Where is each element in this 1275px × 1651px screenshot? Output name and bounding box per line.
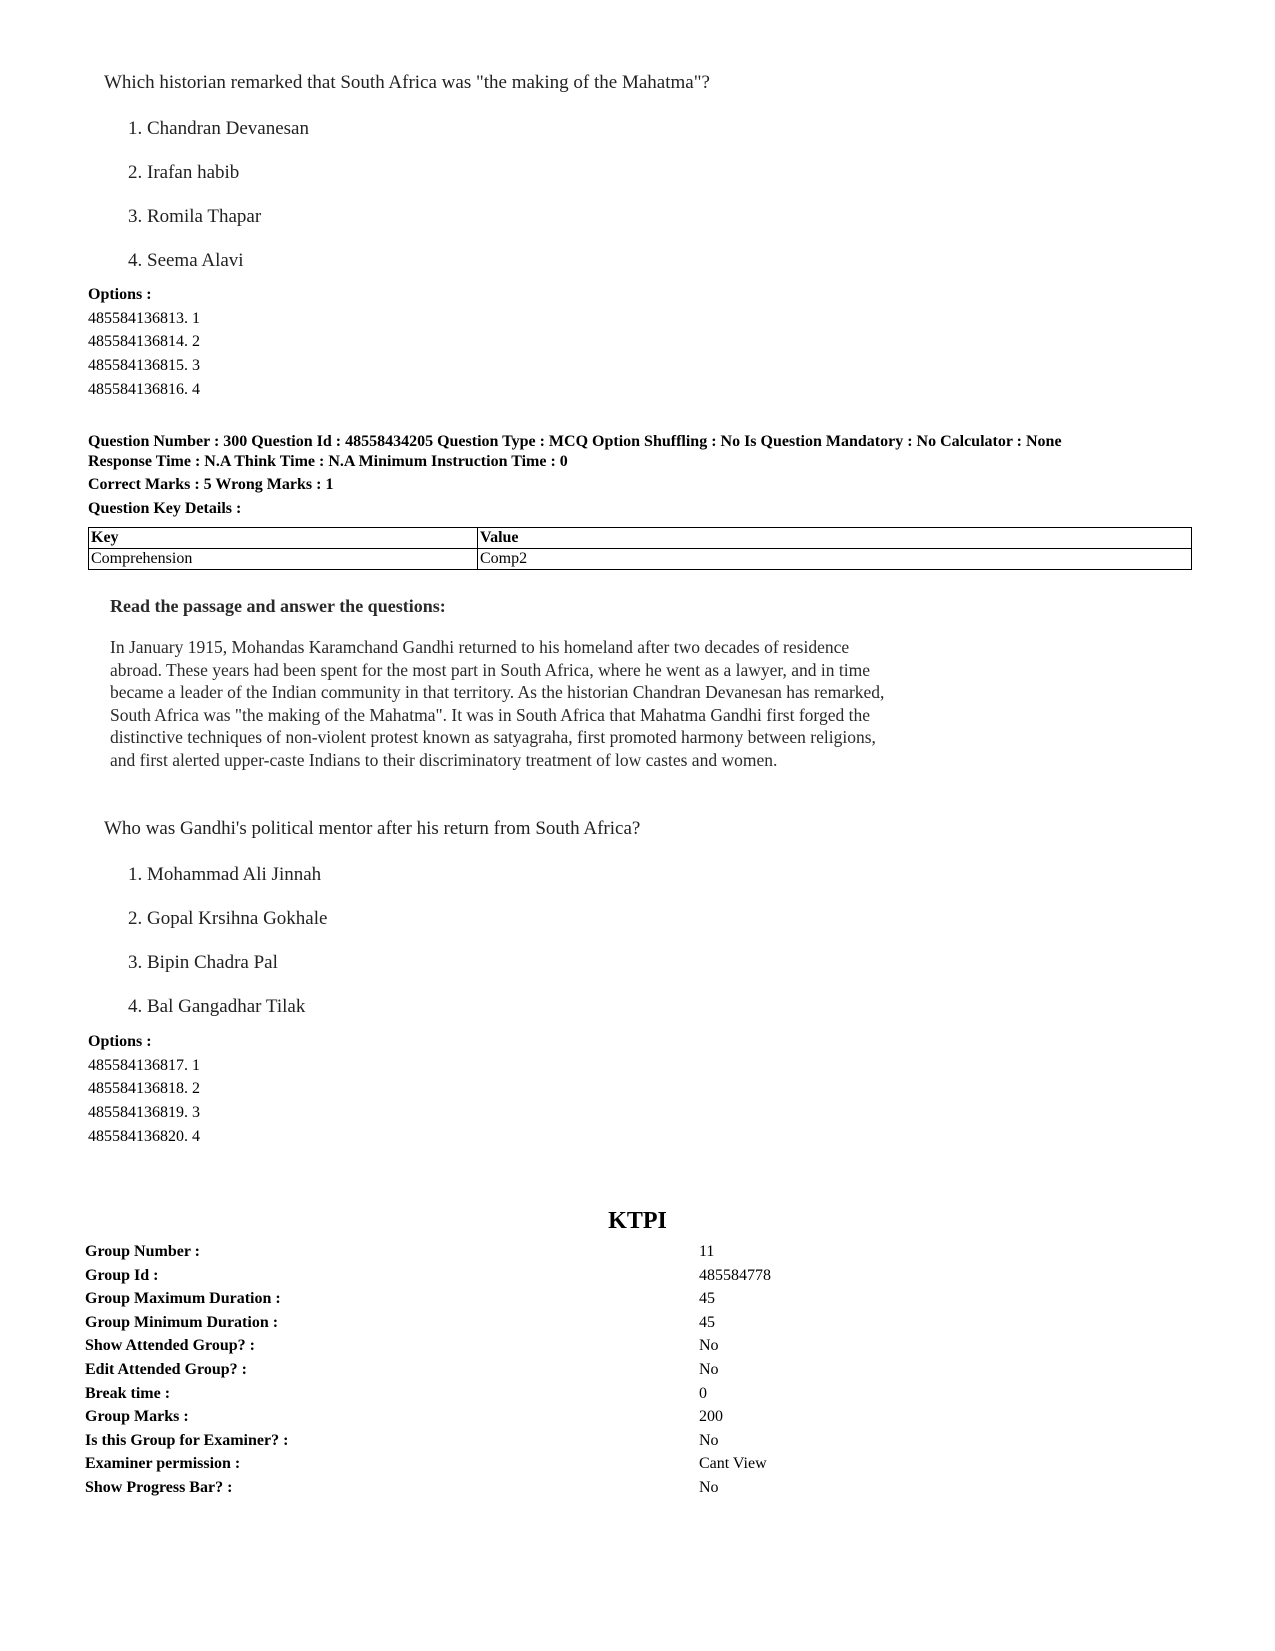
passage-body: [110, 636, 990, 772]
option-id: 485584136816. 4: [88, 380, 200, 398]
passage-line: became a leader of the Indian community in that territory. As the historian Chandran Devanesan has remarked,: [110, 682, 885, 703]
group-field-label: Group Marks :: [85, 1408, 189, 1426]
group-field-label: Break time :: [85, 1384, 171, 1402]
group-row: [85, 1452, 1185, 1476]
question-1-choice: 1. Chandran Devanesan: [128, 118, 309, 139]
question-meta-line-1: Question Number : 300 Question Id : 48558434205 Question Type : MCQ Option Shuffling : No Is Question Mandatory : No Calculator : None: [88, 433, 1062, 450]
question-1-choice: 3. Romila Thapar: [128, 206, 262, 227]
passage-line: South Africa was "the making of the Mahatma". It was in South Africa that Mahatma Gandhi first forged the: [110, 704, 870, 725]
table-cell-key: Comprehension: [89, 549, 478, 570]
passage-line: abroad. These years had been spent for the most part in South Africa, where he went as a lawyer, and in time: [110, 659, 870, 680]
option-id: 485584136817. 1: [88, 1056, 200, 1074]
group-row: [85, 1264, 1185, 1288]
passage-line: distinctive techniques of non-violent protest known as satyagraha, first promoted harmony between religions,: [110, 727, 876, 748]
group-field-value: No: [699, 1431, 719, 1449]
table-row: [89, 549, 1192, 570]
group-field-label: Show Progress Bar? :: [85, 1478, 233, 1496]
passage-line: and first alerted upper-caste Indians to their discriminatory treatment of low castes and women.: [110, 749, 778, 770]
options-1-heading: Options :: [88, 286, 152, 303]
group-field-value: 200: [699, 1408, 723, 1426]
group-field-label: Examiner permission :: [85, 1455, 241, 1473]
passage-line: In January 1915, Mohandas Karamchand Gandhi returned to his homeland after two decades of residence: [110, 637, 850, 657]
group-field-value: No: [699, 1337, 719, 1355]
group-details: [85, 1240, 1185, 1500]
question-1-image: [104, 72, 710, 271]
group-field-label: Edit Attended Group? :: [85, 1360, 247, 1378]
option-id: 485584136819. 3: [88, 1104, 200, 1122]
option-id: 485584136815. 3: [88, 357, 200, 375]
group-field-value: 45: [699, 1290, 715, 1308]
question-2-text: Who was Gandhi's political mentor after his return from South Africa?: [104, 818, 641, 839]
question-2-choice: 1. Mohammad Ali Jinnah: [128, 864, 322, 885]
group-row: [85, 1382, 1185, 1406]
question-2-image: [104, 818, 641, 1017]
comprehension-passage: [110, 596, 990, 772]
question-key-details-label: Question Key Details :: [88, 500, 242, 517]
table-header-key: Key: [89, 528, 478, 549]
group-row: [85, 1429, 1185, 1453]
question-2-choice: 4. Bal Gangadhar Tilak: [128, 996, 306, 1017]
group-row: [85, 1405, 1185, 1429]
group-row: [85, 1476, 1185, 1500]
group-field-value: 485584778: [699, 1266, 771, 1284]
group-field-value: No: [699, 1360, 719, 1378]
question-key-table: [88, 527, 1192, 570]
section-title: KTPI: [608, 1208, 667, 1234]
group-row: [85, 1358, 1185, 1382]
question-1-text: Which historian remarked that South Africa was "the making of the Mahatma"?: [104, 72, 710, 93]
group-field-label: Group Id :: [85, 1266, 159, 1284]
group-field-label: Group Minimum Duration :: [85, 1313, 279, 1331]
group-row: [85, 1311, 1185, 1335]
question-meta-line-2: Response Time : N.A Think Time : N.A Minimum Instruction Time : 0: [88, 453, 568, 470]
options-1-list: [88, 283, 200, 402]
option-id: 485584136814. 2: [88, 333, 200, 351]
option-id: 485584136818. 2: [88, 1080, 200, 1098]
question-2-choice: 2. Gopal Krsihna Gokhale: [128, 908, 328, 929]
option-id: 485584136813. 1: [88, 309, 200, 327]
group-row: [85, 1240, 1185, 1264]
question-2-choice: 3. Bipin Chadra Pal: [128, 952, 278, 973]
group-field-value: 0: [699, 1384, 707, 1402]
group-field-label: Group Number :: [85, 1243, 200, 1260]
group-field-label: Group Maximum Duration :: [85, 1290, 281, 1308]
group-field-value: No: [699, 1478, 719, 1496]
options-2-heading: Options :: [88, 1033, 152, 1050]
question-marks: Correct Marks : 5 Wrong Marks : 1: [88, 476, 334, 493]
group-field-value: Cant View: [699, 1455, 767, 1473]
group-row: [85, 1334, 1185, 1358]
option-id: 485584136820. 4: [88, 1127, 200, 1145]
passage-title: Read the passage and answer the questions:: [110, 596, 446, 616]
options-2-list: [88, 1030, 200, 1149]
question-1-choice: 4. Seema Alavi: [128, 250, 244, 271]
table-header-value: Value: [478, 528, 1192, 549]
group-field-value: 11: [699, 1243, 715, 1260]
table-header-row: [89, 528, 1192, 549]
group-field-label: Show Attended Group? :: [85, 1337, 255, 1355]
group-row: [85, 1287, 1185, 1311]
question-1-choice: 2. Irafan habib: [128, 162, 240, 183]
group-field-label: Is this Group for Examiner? :: [85, 1431, 289, 1449]
table-cell-value: Comp2: [478, 549, 1192, 570]
group-field-value: 45: [699, 1313, 715, 1331]
